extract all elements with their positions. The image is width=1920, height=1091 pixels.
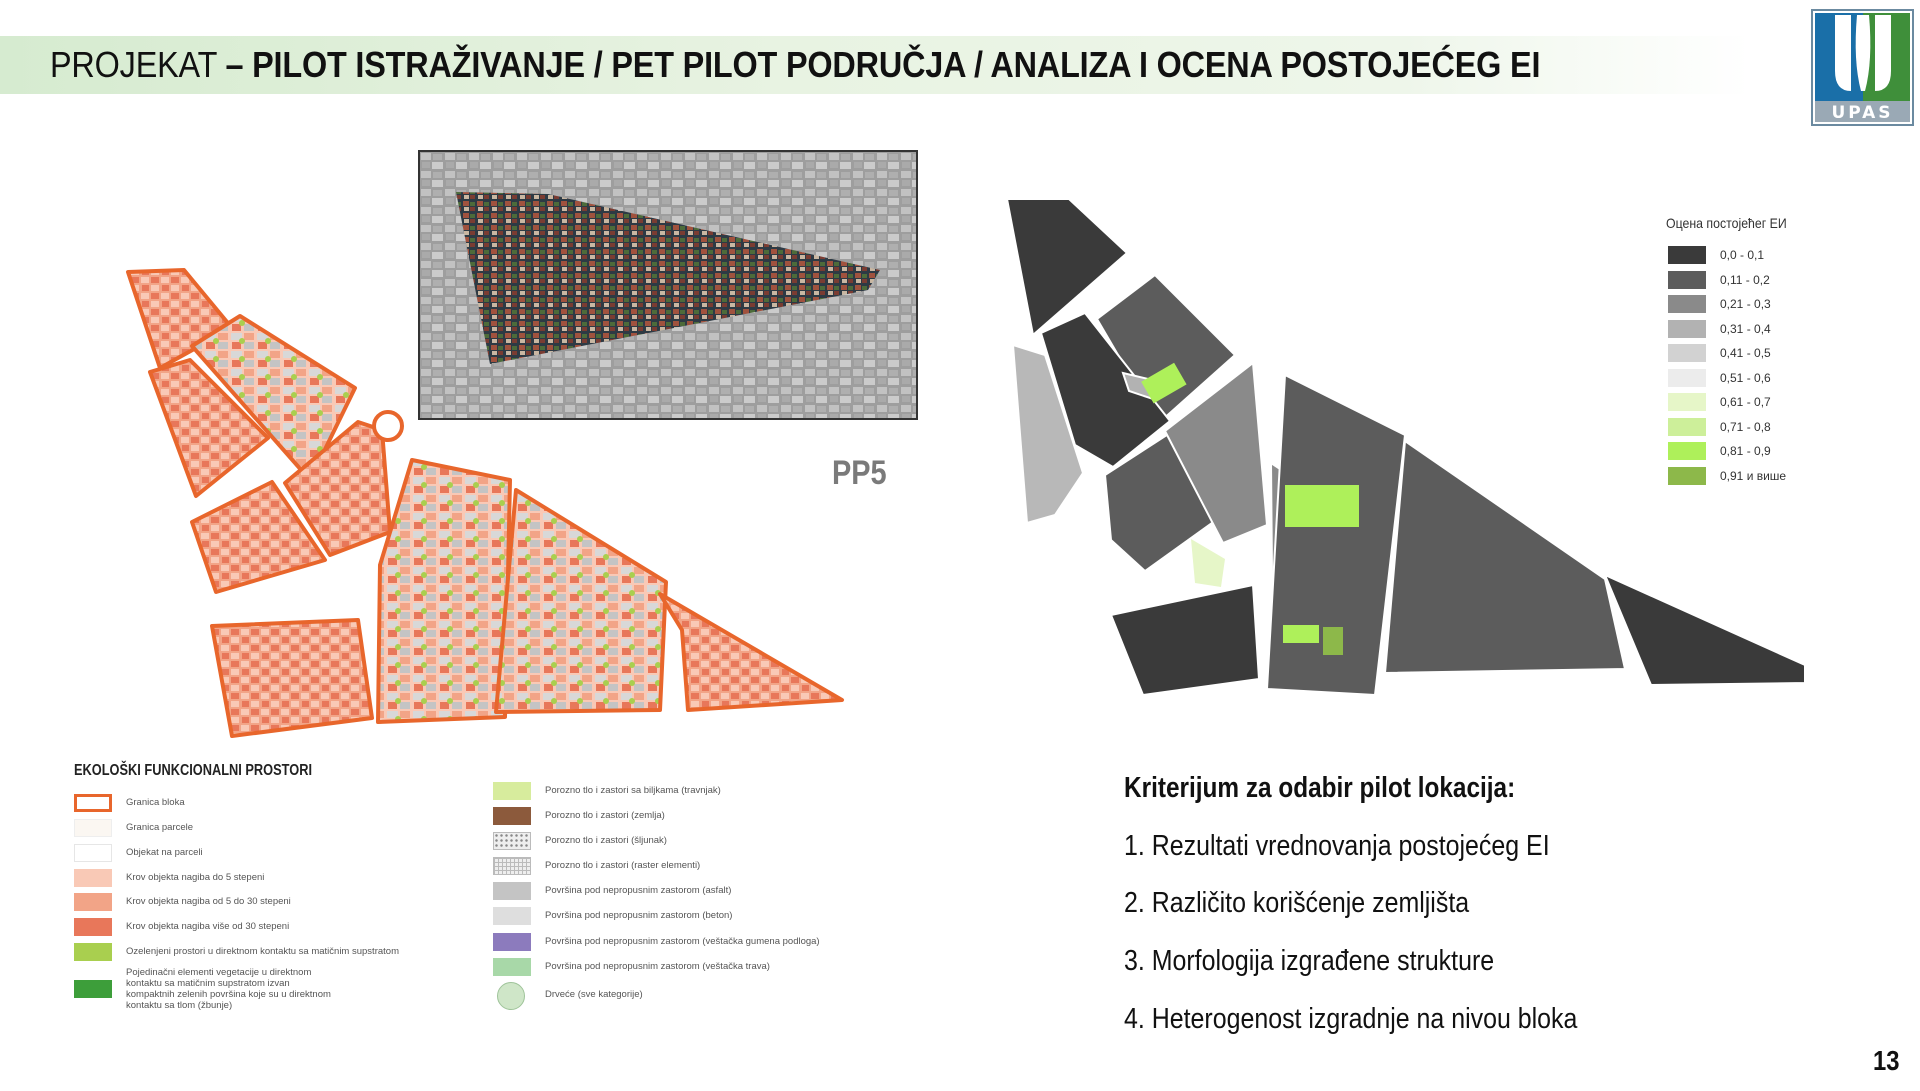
legend-swatch xyxy=(1668,344,1706,362)
logo-text: UPAS xyxy=(1831,103,1894,123)
legend-label: Krov objekta nagiba do 5 stepeni xyxy=(126,872,265,883)
legend-label: Krov objekta nagiba od 5 do 30 stepeni xyxy=(126,896,291,907)
criteria-item: 1. Rezultati vrednovanja postojećeg EI xyxy=(1124,830,1550,862)
legend-swatch xyxy=(493,782,531,800)
legend-label: Granica parcele xyxy=(126,822,194,833)
legend-swatch xyxy=(493,933,531,951)
legend-swatch xyxy=(493,882,531,900)
legend-label: 0,91 и више xyxy=(1720,469,1787,483)
ecological-spaces-map xyxy=(100,260,860,750)
criteria-title: Kriterijum za odabir pilot lokacija: xyxy=(1124,772,1516,804)
legend-label: 0,81 - 0,9 xyxy=(1720,444,1771,458)
legend-label: Objekat na parceli xyxy=(126,847,203,858)
legend-swatch xyxy=(493,958,531,976)
legend-swatch xyxy=(1668,271,1706,289)
legend-label: Granica bloka xyxy=(126,797,185,808)
criteria-item: 3. Morfologija izgrađene strukture xyxy=(1124,945,1495,977)
legend-swatch xyxy=(493,807,531,825)
legend-label: Pojedinačni elementi vegetacije u direktnom kontaktu sa matičnim supstratom izvan kompaktnih zelenih površina koje su u direktnom kontaktu sa tlom (žbunje) xyxy=(126,967,331,1011)
criteria-item: 2. Različito korišćenje zemljišta xyxy=(1124,887,1470,919)
legend-label: 0,41 - 0,5 xyxy=(1720,346,1771,360)
legend-label: Površina pod nepropusnim zastorom (beton) xyxy=(545,910,733,921)
legend-swatch xyxy=(1668,320,1706,338)
title-bold: – PILOT ISTRAŽIVANJE / PET PILOT PODRUČJA / ANALIZA I OCENA POSTOJEĆEG EI xyxy=(225,44,1541,85)
legend-swatch xyxy=(74,794,112,812)
legend-swatch xyxy=(493,907,531,925)
legend-label: Površina pod nepropusnim zastorom (veštačka trava) xyxy=(545,961,770,972)
tree-icon xyxy=(497,982,525,1010)
legend-swatch xyxy=(1668,467,1706,485)
page-number: 13 xyxy=(1873,1045,1900,1076)
legend-swatch xyxy=(1668,295,1706,313)
legend-swatch xyxy=(1668,442,1706,460)
ei-legend-title: Оцена постојећег ЕИ xyxy=(1666,215,1787,231)
legend-label: 0,11 - 0,2 xyxy=(1720,273,1770,287)
legend-label: Krov objekta nagiba više od 30 stepeni xyxy=(126,921,290,932)
legend-swatch xyxy=(74,869,112,887)
map-label-pp5: PP5 xyxy=(832,454,887,492)
legend-label: Porozno tlo i zastori sa biljkama (travnjak) xyxy=(545,785,721,796)
legend-label: Drveće (sve kategorije) xyxy=(545,989,643,1000)
legend-swatch xyxy=(74,918,112,936)
legend-label: Površina pod nepropusnim zastorom (veštačka gumena podloga) xyxy=(545,936,820,947)
legend-swatch xyxy=(493,832,531,850)
legend-swatch xyxy=(74,893,112,911)
legend-swatch xyxy=(1668,418,1706,436)
upas-logo xyxy=(1811,9,1914,126)
legend-label: 0,21 - 0,3 xyxy=(1720,297,1771,311)
legend-swatch xyxy=(74,980,112,998)
legend-label: Ozelenjeni prostori u direktnom kontaktu sa matičnim supstratom xyxy=(126,946,399,957)
legend-swatch xyxy=(1668,246,1706,264)
page-title xyxy=(50,36,1540,94)
legend-label: Površina pod nepropusnim zastorom (asfalt) xyxy=(545,885,732,896)
legend-label: Porozno tlo i zastori (zemlja) xyxy=(545,810,665,821)
legend-label: Porozno tlo i zastori (raster elementi) xyxy=(545,860,701,871)
legend-swatch xyxy=(74,943,112,961)
title-prefix: PROJEKAT xyxy=(50,44,217,85)
legend-swatch xyxy=(1668,369,1706,387)
legend-label: 0,0 - 0,1 xyxy=(1720,248,1765,262)
legend-label: 0,31 - 0,4 xyxy=(1720,322,1771,336)
legend-swatch xyxy=(74,819,112,837)
legend-swatch xyxy=(74,844,112,862)
legend-swatch xyxy=(1668,393,1706,411)
eco-legend-title: EKOLOŠKI FUNKCIONALNI PROSTORI xyxy=(74,762,312,779)
legend-label: 0,51 - 0,6 xyxy=(1720,371,1771,385)
legend-swatch xyxy=(493,857,531,875)
legend-label: Porozno tlo i zastori (šljunak) xyxy=(545,835,667,846)
legend-label: 0,61 - 0,7 xyxy=(1720,395,1771,409)
legend-label: 0,71 - 0,8 xyxy=(1720,420,1771,434)
criteria-item: 4. Heterogenost izgradnje na nivou bloka xyxy=(1124,1003,1578,1035)
